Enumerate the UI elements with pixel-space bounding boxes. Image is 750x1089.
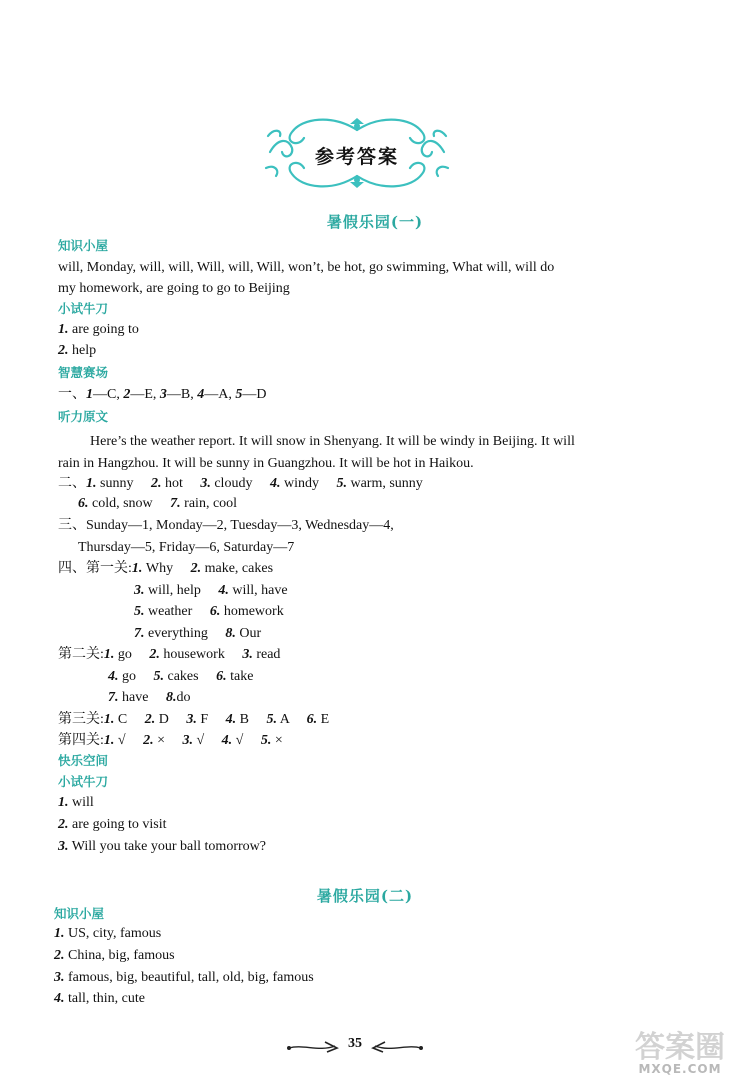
tingli-label: 听力原文	[58, 409, 109, 424]
zhishi-line-1: will, Monday, will, will, Will, will, Will, won’t, be hot, go swimming, What will, will do	[58, 260, 555, 275]
xiaoshi-label-1: 小试牛刀	[58, 301, 109, 316]
q1-answers: 一、1—C, 2—E, 3—B, 4—A, 5—D	[58, 387, 267, 402]
title-ornament	[262, 108, 452, 196]
q4-level4: 第四关:1. √ 2. × 3. √ 4. √ 5. ×	[58, 733, 283, 748]
list-item: 3. famous, big, beautiful, tall, old, big, famous	[54, 970, 314, 985]
page-footer	[285, 1034, 425, 1058]
list-item: 2. China, big, famous	[54, 948, 175, 963]
page-number: 35	[348, 1036, 362, 1051]
list-item: 1. will	[58, 795, 94, 810]
list-item: 4. tall, thin, cute	[54, 991, 145, 1006]
q3-line-2: Thursday—5, Friday—6, Saturday—7	[78, 540, 295, 555]
section-heading-2: 暑假乐园(二)	[316, 887, 414, 905]
zhihui-label: 智慧赛场	[58, 365, 109, 380]
tingli-line-2: rain in Hangzhou. It will be sunny in Guangzhou. It will be hot in Haikou.	[58, 456, 474, 471]
kuaile-label: 快乐空间	[58, 753, 109, 768]
list-item: 2. help	[58, 343, 97, 358]
page-title: 参考答案	[314, 146, 399, 168]
q4-level1-row-4: 7. everything 8. Our	[134, 626, 262, 641]
list-item: 2. are going to visit	[58, 817, 167, 832]
tingli-line-1: Here’s the weather report. It will snow in Shenyang. It will be windy in Beijing. It will	[90, 434, 575, 449]
q4-level2-row-2: 4. go 5. cakes 6. take	[108, 669, 254, 684]
q4-level3: 第三关:1. C 2. D 3. F 4. B 5. A 6. E	[58, 712, 330, 727]
q3-line-1: 三、Sunday—1, Monday—2, Tuesday—3, Wednesday—4,	[58, 518, 394, 533]
watermark-logo	[612, 1022, 748, 1084]
q4-level2-row-3: 7. have 8.do	[108, 690, 191, 705]
q2-row-1: 二、1. sunny 2. hot 3. cloudy 4. windy 5. warm, sunny	[58, 476, 423, 491]
kuaile-sub-label: 小试牛刀	[58, 774, 109, 789]
zhishi-line-2: my homework, are going to go to Beijing	[58, 281, 290, 296]
q4-level2-row-1: 第二关:1. go 2. housework 3. read	[58, 647, 281, 662]
q4-level1-row-2: 3. will, help 4. will, have	[134, 583, 288, 598]
q4-level1-row-1: 四、第一关:1. Why 2. make, cakes	[58, 561, 274, 576]
list-item: 1. are going to	[58, 322, 139, 337]
watermark-url: MXQE.COM	[638, 1062, 722, 1076]
zhishi-label-1: 知识小屋	[58, 238, 109, 253]
watermark-cn: 答案圈	[635, 1030, 725, 1065]
list-item: 3. Will you take your ball tomorrow?	[58, 839, 266, 854]
q2-row-2: 6. cold, snow 7. rain, cool	[78, 496, 238, 511]
list-item: 1. US, city, famous	[54, 926, 162, 941]
zhishi-label-2: 知识小屋	[54, 906, 105, 921]
q4-level1-row-3: 5. weather 6. homework	[134, 604, 284, 619]
section-heading-1: 暑假乐园(一)	[326, 213, 424, 231]
